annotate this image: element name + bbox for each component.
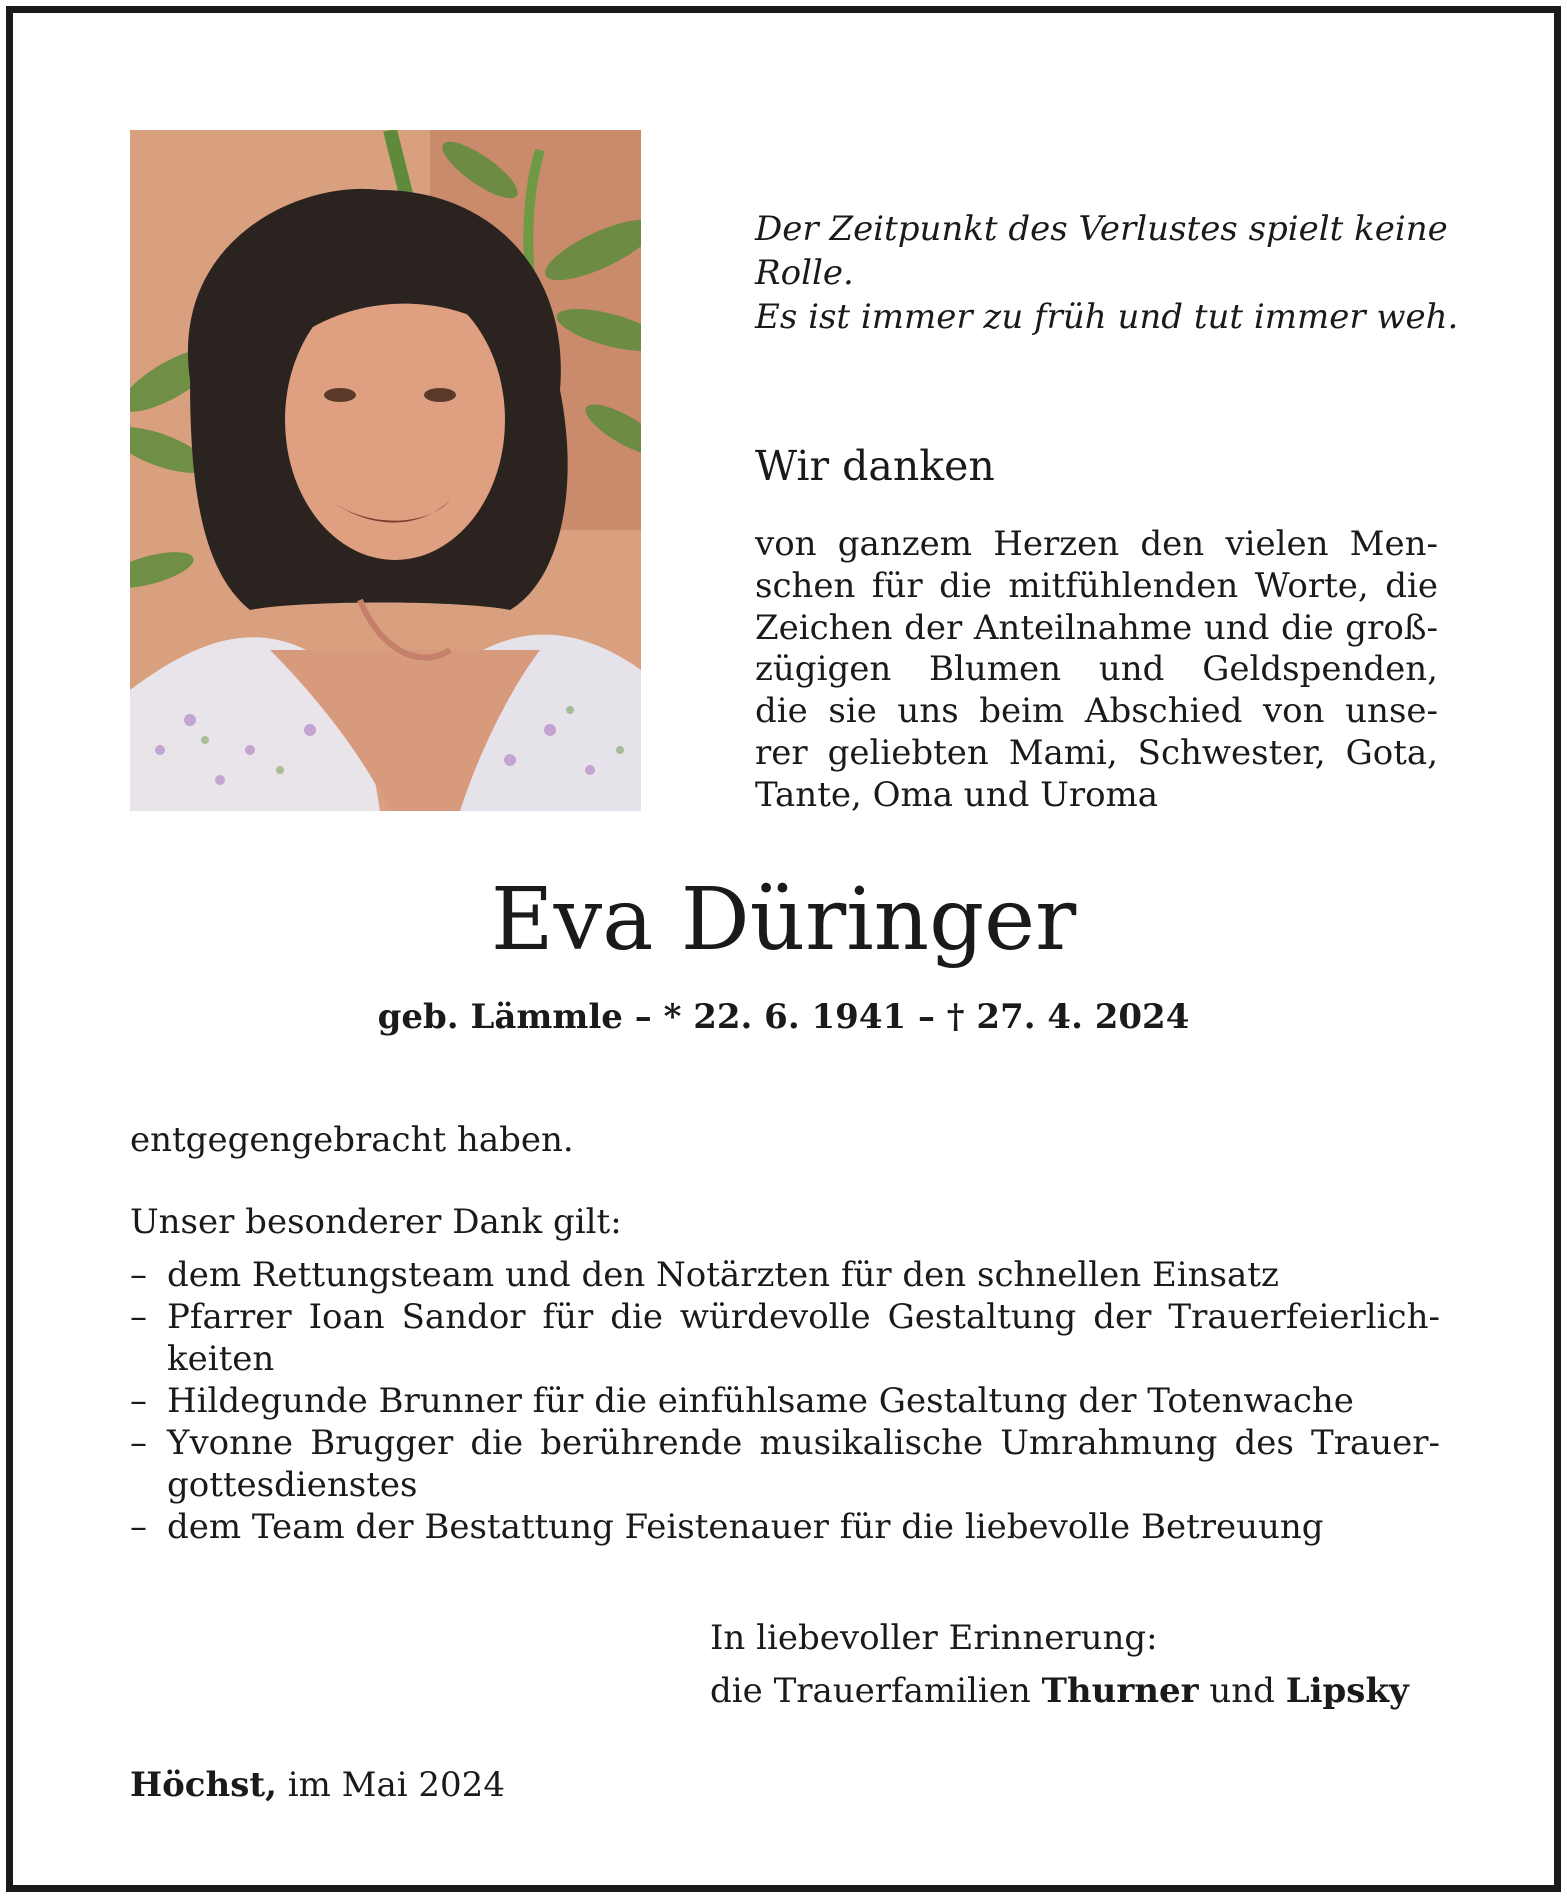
special-thanks-heading: Unser besonderer Dank gilt: bbox=[130, 1202, 622, 1242]
list-item-text: dem Rettungsteam und den Notärzten für den schnellen Einsatz bbox=[167, 1255, 1279, 1295]
list-item-text: Pfarrer Ioan Sandor für die würdevolle Gestaltung der Trauerfeierlich- bbox=[167, 1297, 1440, 1337]
place-date bbox=[130, 1763, 505, 1807]
dash-bullet: – bbox=[130, 1381, 147, 1421]
closing-signature bbox=[710, 1612, 1409, 1718]
family-name: Lipsky bbox=[1285, 1671, 1409, 1711]
list-item-text-continued: keiten bbox=[167, 1339, 275, 1379]
list-item-text-continued: gottesdienstes bbox=[167, 1465, 418, 1505]
deceased-details: geb. Lämmle – * 22. 6. 1941 – † 27. 4. 2024 bbox=[377, 997, 1190, 1037]
list-item-text: Yvonne Brugger die berührende musikalische Umrahmung des Trauer- bbox=[167, 1423, 1440, 1463]
thanks-line: die sie uns beim Abschied von unse- bbox=[755, 691, 1438, 732]
quote-line-2: Es ist immer zu früh und tut immer weh. bbox=[755, 297, 1459, 337]
thanks-line: Zeichen der Anteilnahme und die groß- bbox=[755, 607, 1438, 648]
portrait-photo bbox=[130, 130, 641, 811]
families-prefix: die Trauerfamilien bbox=[710, 1671, 1031, 1711]
families-line bbox=[710, 1665, 1409, 1718]
list-item bbox=[130, 1422, 1440, 1506]
dash-bullet: – bbox=[130, 1255, 147, 1295]
special-thanks-list bbox=[130, 1254, 1440, 1548]
families-conjunction: und bbox=[1209, 1671, 1275, 1711]
quote-line-1: Der Zeitpunkt des Verlustes spielt keine Rolle. bbox=[755, 209, 1448, 293]
list-item-text: dem Team der Bestattung Feistenauer für die liebevolle Betreuung bbox=[167, 1507, 1324, 1547]
thanks-heading: Wir danken bbox=[755, 442, 995, 490]
continued-text: entgegengebracht haben. bbox=[130, 1120, 574, 1160]
place-name: Höchst, bbox=[130, 1765, 277, 1805]
dash-bullet: – bbox=[130, 1423, 147, 1463]
thanks-line: zügigen Blumen und Geldspenden, bbox=[755, 649, 1438, 690]
portrait-illustration bbox=[130, 130, 641, 811]
list-item-text: Hildegunde Brunner für die einfühlsame Gestaltung der Totenwache bbox=[167, 1381, 1354, 1421]
deceased-name: Eva Düringer bbox=[490, 870, 1077, 970]
thanks-line: schen für die mitfühlenden Worte, die bbox=[755, 565, 1438, 606]
thanks-line: rer geliebten Mami, Schwester, Gota, bbox=[755, 732, 1438, 773]
opening-quote bbox=[755, 207, 1515, 339]
thanks-line: von ganzem Herzen den vielen Men- bbox=[755, 524, 1438, 564]
dash-bullet: – bbox=[130, 1507, 147, 1547]
list-item bbox=[130, 1254, 1440, 1296]
dash-bullet: – bbox=[130, 1297, 147, 1337]
thanks-line: Tante, Oma und Uroma bbox=[755, 774, 1159, 815]
list-item bbox=[130, 1506, 1440, 1548]
thanks-paragraph bbox=[755, 524, 1438, 817]
family-name: Thurner bbox=[1041, 1671, 1199, 1711]
list-item bbox=[130, 1296, 1440, 1380]
list-item bbox=[130, 1380, 1440, 1422]
date-text: im Mai 2024 bbox=[287, 1765, 505, 1805]
closing-line: In liebevoller Erinnerung: bbox=[710, 1618, 1158, 1658]
